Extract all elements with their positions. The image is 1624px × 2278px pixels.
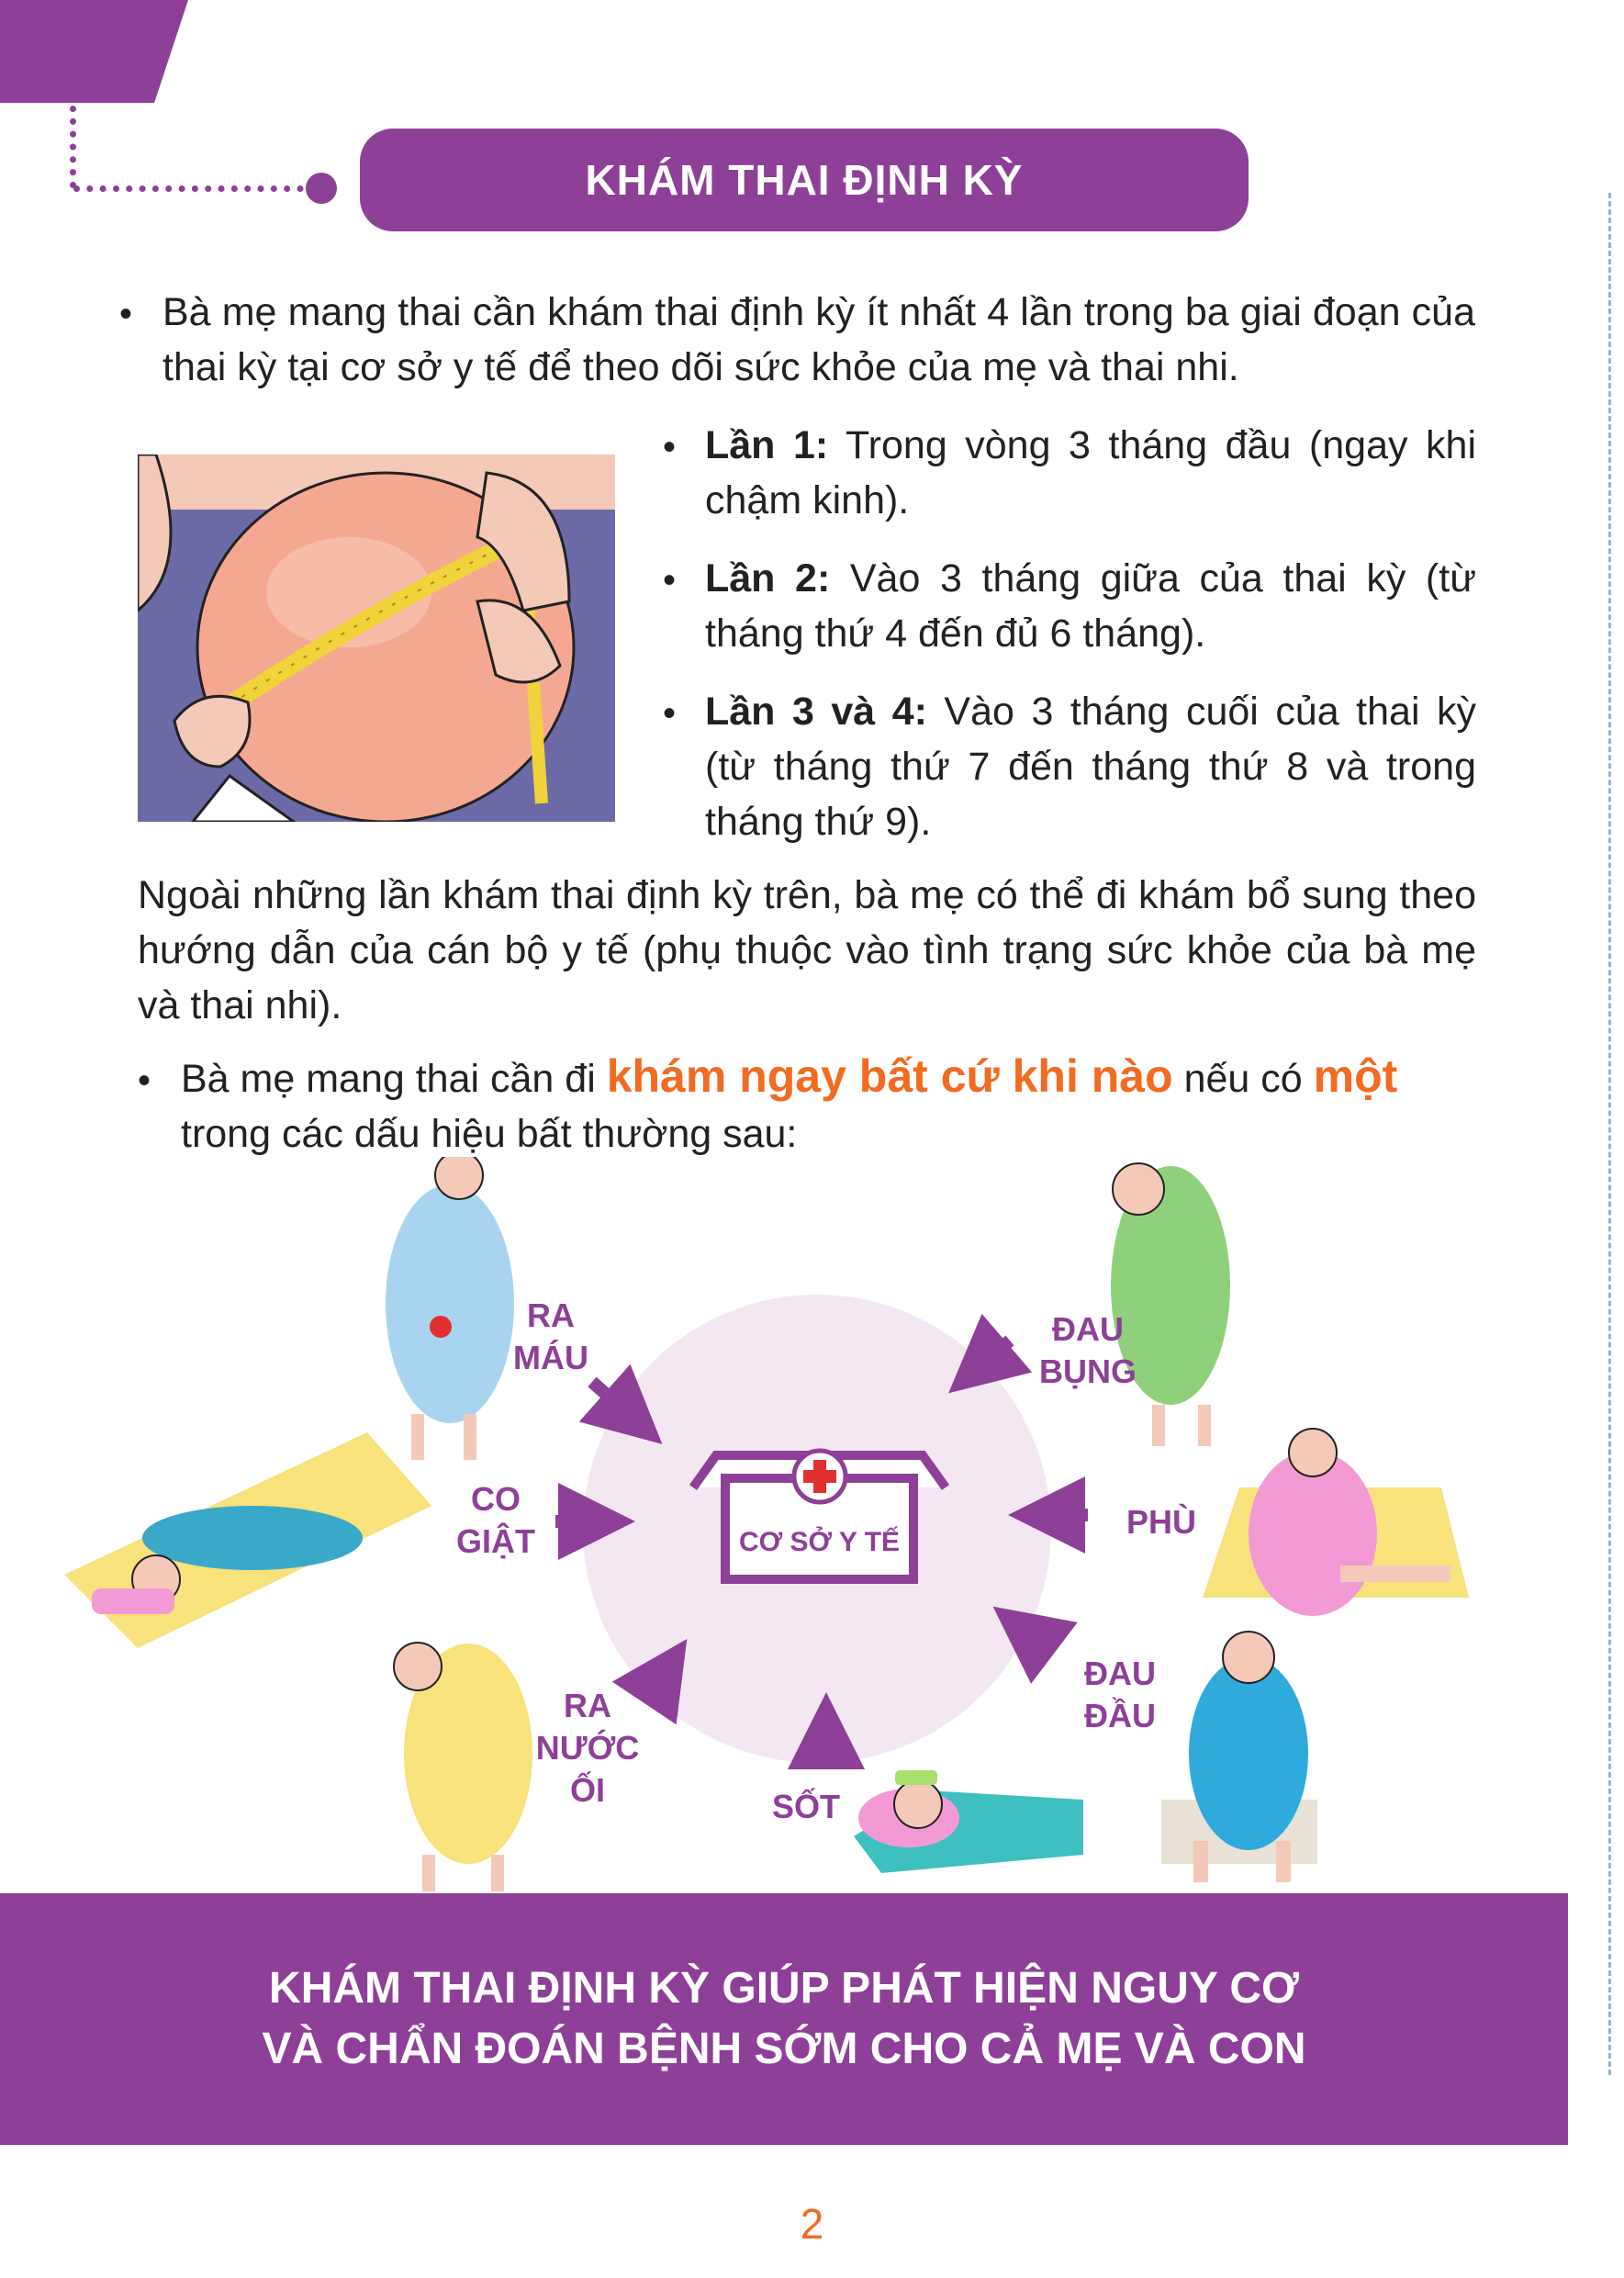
visit-item: Lần 2: Vào 3 tháng giữa của thai kỳ (từ tháng thứ 4 đến đủ 6 tháng). — [705, 556, 1476, 656]
dotted-connector — [70, 106, 76, 188]
sign-label-ra-mau: RA MÁU — [513, 1296, 588, 1376]
page-title: KHÁM THAI ĐỊNH KỲ — [360, 129, 1249, 231]
sign-label-co-giat: CO GIẬT — [456, 1480, 535, 1560]
arrow-icon — [978, 1341, 1010, 1368]
woman-fever-illustration — [854, 1770, 1083, 1873]
visit-item: Lần 1: Trong vòng 3 tháng đầu (ngay khi chậm kinh). — [705, 423, 1476, 522]
dotted-connector-horizontal — [73, 185, 317, 192]
bullet-icon: • — [663, 693, 677, 734]
woman-headache-illustration — [1161, 1632, 1317, 1882]
urgent-paragraph: Bà mẹ mang thai cần đi khám ngay bất cứ khi nào nếu có một trong các dấu hiệu bất thường sau: — [181, 1050, 1398, 1156]
sign-label-phu: PHÙ — [1126, 1503, 1196, 1541]
page-number: 2 — [800, 2200, 824, 2248]
belly-measurement-illustration — [138, 454, 615, 822]
corner-decoration — [0, 0, 188, 103]
woman-seizure-illustration — [64, 1432, 431, 1648]
sign-label-dau-dau: ĐAU ĐẦU — [1084, 1655, 1156, 1734]
bullet-icon: • — [663, 427, 677, 467]
bullet-icon: • — [663, 560, 677, 600]
pregnant-woman-abdominal-pain-illustration — [1111, 1163, 1230, 1446]
sign-label-dau-bung: ĐAU BỤNG — [1039, 1310, 1137, 1390]
visit-item: Lần 3 và 4: Vào 3 tháng cuối của thai kỳ (từ tháng thứ 7 đến tháng thứ 8 và trong tháng thứ 9). — [705, 690, 1477, 844]
woman-swelling-illustration — [1203, 1429, 1469, 1616]
summary-banner: KHÁM THAI ĐỊNH KỲ GIÚP PHÁT HIỆN NGUY CƠ VÀ CHẨN ĐOÁN BỆNH SỚM CHO CẢ MẸ VÀ CON — [0, 1893, 1568, 2145]
arrow-icon — [1024, 1630, 1054, 1653]
sign-label-sot: SỐT — [771, 1788, 840, 1825]
extra-paragraph: Ngoài những lần khám thai định kỳ trên, bà mẹ có thể đi khám bổ sung theo hướng dẫn của cán bộ y tế (phụ thuộc vào tình trạng sức khỏe của bà mẹ và thai nhi). — [138, 873, 1476, 1027]
intro-paragraph: Bà mẹ mang thai cần khám thai định kỳ ít nhất 4 lần trong ba giai đoạn của thai kỳ tại cơ sở y tế để theo dõi sức khỏe của mẹ và thai nhi. — [162, 290, 1475, 389]
woman-water-breaking-illustration — [394, 1643, 532, 1891]
pregnant-woman-bleeding-illustration — [386, 1157, 514, 1460]
connector-dot — [306, 173, 337, 204]
clinic-label: CƠ SỞ Y TẾ — [738, 1527, 901, 1557]
sign-label-ra-nuoc-oi: RA NƯỚC ỐI — [535, 1687, 640, 1809]
bullet-icon: • — [138, 1060, 151, 1101]
bullet-icon: • — [119, 294, 133, 334]
